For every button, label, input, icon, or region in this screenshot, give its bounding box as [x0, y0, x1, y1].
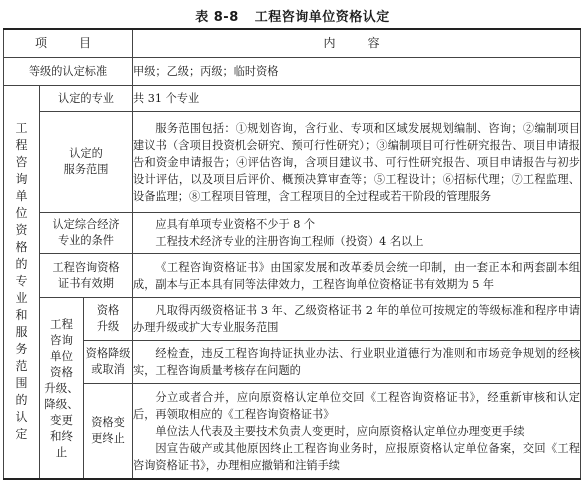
econ-conditions-content — [133, 213, 581, 254]
change-group-label: 工程 咨询 单位 资格 升级、 降级、 变更 和终 止 — [40, 297, 84, 479]
service-scope-content: 服务范围包括：①规划咨询，含行业、专项和区域发展规划编制、咨询；②编制项目建议书（含项目投资机会研究、预可行性研究）；③编制项目可行性研究报告、项目申请报告和资金申请报告；④评估咨询，含项目建议书、可行性研究报告、项目申请报告与初步设计评估，以及项目后评价、概预决算审查等；⑤工程设计；⑥招标代理；⑦工程监理、设备监理；⑧工程项目管理，含工程项目的全过程或若干阶段的管理服务 — [133, 111, 581, 213]
service-scope-label: 认定的 服务范围 — [40, 111, 133, 213]
downgrade-content: 经检查，违反工程咨询持证执业办法、行业职业道德行为准则和市场竞争规划的经核实，工程咨询质量考核存在问题的 — [133, 341, 581, 384]
econ-conditions-line1: 应具有单项专业资格不少于 8 个 — [155, 218, 316, 232]
change-termination-para2: 单位法人代表及主要技术负责人变更时，应向原资格认定单位办理变更手续 — [155, 424, 525, 438]
header-row — [4, 29, 581, 57]
upgrade-label: 资格 升级 — [84, 297, 133, 340]
header-content: 内 容 — [133, 29, 581, 57]
change-termination-para3: 因宣告破产或其他原因终止工程咨询业务时，应报原资格认定单位备案，交回《工程咨询资格证书》，办理相应撤销和注销手续 — [133, 441, 580, 472]
qualification-table — [3, 28, 581, 480]
econ-conditions-label: 认定综合经济 专业的条件 — [40, 213, 133, 254]
grade-standard-label: 等级的认定标准 — [4, 57, 133, 85]
table-title-text: 工程咨询单位资格认定 — [254, 10, 390, 25]
table-row — [4, 57, 581, 85]
econ-conditions-line2: 工程技术经济专业的注册咨询工程师（投资）4 名以上 — [155, 235, 424, 249]
specialty-label: 认定的专业 — [40, 85, 133, 111]
upgrade-content: 凡取得丙级资格证书 3 年、乙级资格证书 2 年的单位可按规定的等级标准和程序申请办理升级或扩大专业服务范围 — [133, 297, 581, 340]
grade-standard-content: 甲级；乙级；丙级；临时资格 — [133, 57, 581, 85]
table-number: 表 8-8 — [195, 10, 239, 25]
table-title — [0, 6, 585, 25]
table-row — [4, 254, 581, 297]
specialty-content: 共 31 个专业 — [133, 85, 581, 111]
table-row — [4, 111, 581, 213]
change-termination-content — [133, 384, 581, 479]
change-termination-label: 资格变 更终止 — [84, 384, 133, 479]
outer-group-label: 工 程 咨 询 单 位 资 格 的 专 业 和 服 务 范 围 的 认 定 — [4, 85, 40, 479]
downgrade-label: 资格降级 或取消 — [84, 341, 133, 384]
table-row — [4, 85, 581, 111]
change-termination-para1: 分立或者合并，应向原资格认定单位交回《工程咨询资格证书》，经重新审核和认定后，再领取相应的《工程咨询资格证书》 — [133, 390, 580, 421]
table-row — [4, 297, 581, 340]
certificate-validity-content: 《工程咨询资格证书》由国家发展和改革委员会统一印制，由一套正本和两套副本组成，副本与正本具有同等法律效力，工程咨询单位资格证书有效期为 5 年 — [133, 254, 581, 297]
header-item: 项 目 — [4, 29, 133, 57]
table-row — [4, 341, 581, 384]
table-row — [4, 213, 581, 254]
table-row — [4, 384, 581, 479]
certificate-validity-label: 工程咨询资格 证书有效期 — [40, 254, 133, 297]
